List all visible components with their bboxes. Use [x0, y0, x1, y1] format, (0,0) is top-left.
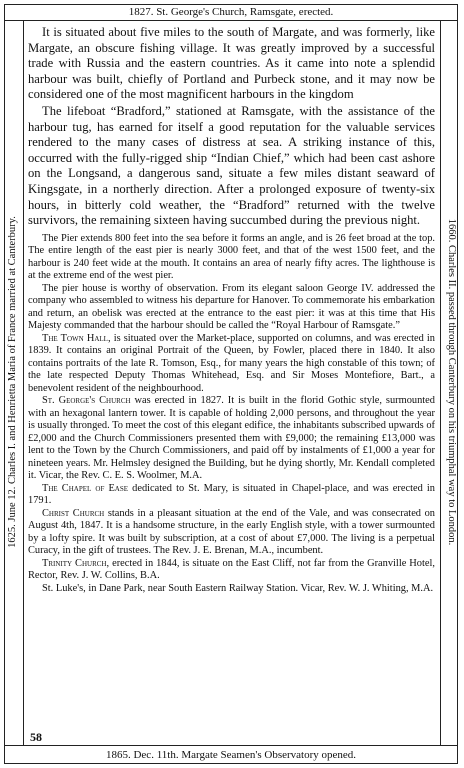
text-christ-church: stands in a pleasant situation at the end of the Vale, and was consecrated on August 4th, 1847. It is a handsome structure, in the early English style, with a tower surmounted by a lofty spire. It was built by subscription, at a cost of about £7,000. The living is a perpetual Curacy, in the gift of trustees. The Rev. J. E. Brenan, M.A., incumbent. — [28, 507, 435, 557]
header-text: St. George's Church, Ramsgate, erected. — [156, 6, 334, 18]
text-chapel-of-ease: dedicated to St. Mary, is situated in Chapel-place, and was erected in 1791. — [28, 482, 435, 507]
running-header — [4, 5, 458, 19]
page-body — [28, 25, 435, 745]
paragraph-christ-church — [28, 508, 435, 558]
footer-text: Margate Seamen's Observatory opened. — [181, 749, 357, 761]
text-town-hall: is situated over the Market-place, supported on columns, and was erected in 1839. It contains an original Portrait of the Queen, by Fowler, placed there in 1840. It also contains portraits of the late R. Tomson, Esq., for many years the high constable of this town; of the late respected Deputy Thomas Whitehead, Esq. and Sir Moses Montefiore, Bart., a benevolent resident of the neighbourhood. — [28, 332, 435, 394]
left-margin-note: 1625. June 12. Charles I. and Henrietta Maria of France married at Canterbury. — [7, 216, 18, 548]
large-text-section — [28, 25, 435, 229]
heading-town-hall: The Town Hall, — [42, 332, 111, 344]
paragraph-pier: The Pier extends 800 feet into the sea before it forms an angle, and is 26 feet broad at the top. The entire length of the east pier is nearly 3000 feet, and that of the west 1500 feet, and the harbour is 240 feet wide at the mouth. It contains an area of nearly fifty acres. The lighthouse is at the extreme end of the west pier. — [28, 232, 435, 282]
footer-rule — [4, 745, 458, 746]
paragraph-st-lukes: St. Luke's, in Dane Park, near South Eastern Railway Station. Vicar, Rev. W. J. Whiting, M.A. — [42, 582, 434, 594]
paragraph-lifeboat: The lifeboat “Bradford,” stationed at Ramsgate, with the assistance of the harbour tug, has earned for itself a good reputation for the valuable services rendered to the many cases of distress at sea. A striking instance of this, occurred with the fully-rigged ship “Indian Chief,” which had been cast ashore on the Longsand, a dangerous sand, situate a few miles distant seaward of Kingsgate, in a northerly direction. After a prolonged exposure of twenty-six hours, in bitterly cold weather, the “Bradford” returned with the twelve survivors, the remaining sixteen having succumbed during the previous night. — [28, 103, 435, 228]
heading-trinity-church: Trinity Church, — [42, 557, 110, 569]
footer-date: 1865. Dec. 11th. — [105, 749, 179, 761]
running-footer — [4, 748, 458, 762]
paragraph-ramsgate-intro: It is situated about five miles to the south of Margate, and was formerly, like Margate, an obscure fishing village. It was greatly improved by a successful trade with Russia and the eastern countries. As it came into note a splendid harbour was built, chiefly of Portland and Purbeck stone, and it may now be considered one of the most magnificent harbours in the kingdom — [28, 25, 435, 102]
left-margin-rule — [23, 20, 24, 745]
paragraph-town-hall — [28, 333, 435, 396]
heading-st-georges: St. George's Church — [42, 395, 131, 407]
small-text-section — [28, 233, 435, 596]
paragraph-pier-house: The pier house is worthy of observation. From its elegant saloon George IV. addressed the company who assembled to witness his departure for Hanover. To commemorate his embarkation and return, an obelisk was erected at the entrance to the east pier: it was at this time that His Majesty commanded that the harbour should be called the “Royal Harbour of Ramsgate.” — [28, 282, 435, 332]
header-year: 1827. — [128, 6, 154, 18]
page-number: 58 — [30, 730, 42, 744]
header-rule — [4, 20, 458, 21]
text-trinity-church: erected in 1844, is situate on the East Cliff, not far from the Granville Hotel, Rector, Rev. J. W. Collins, B.A. — [28, 557, 435, 582]
heading-chapel-of-ease: The Chapel of Ease — [42, 482, 129, 494]
text-st-georges: was erected in 1827. It is built in the florid Gothic style, surmounted with an hexagonal lantern tower. It is capable of holding 2,000 persons, and throughout the year is usually thronged. To meet the cost of this elegant edifice, the inhabitants subscribed upwards of £2,000 and the Church Commissioners presented them with £9,000; the remaining £13,000 was lent to the Town by the Church Commissioners, and paid off by instalments of £1,000 a year for nineteen years. Mr. Helmsley designed the Building, but he dying shortly, Mr. Kendall completed it. Vicar, the Rev. C. E. S. Woolmer, M.A. — [28, 395, 435, 482]
paragraph-trinity-church — [28, 558, 435, 583]
paragraph-st-georges — [28, 395, 435, 483]
paragraph-chapel-of-ease — [28, 483, 435, 508]
heading-christ-church: Christ Church — [42, 507, 105, 519]
right-margin-note: 1660. Charles II. passed through Canterbury on his triumphal way to London. — [446, 218, 457, 546]
right-margin-rule — [440, 20, 441, 745]
